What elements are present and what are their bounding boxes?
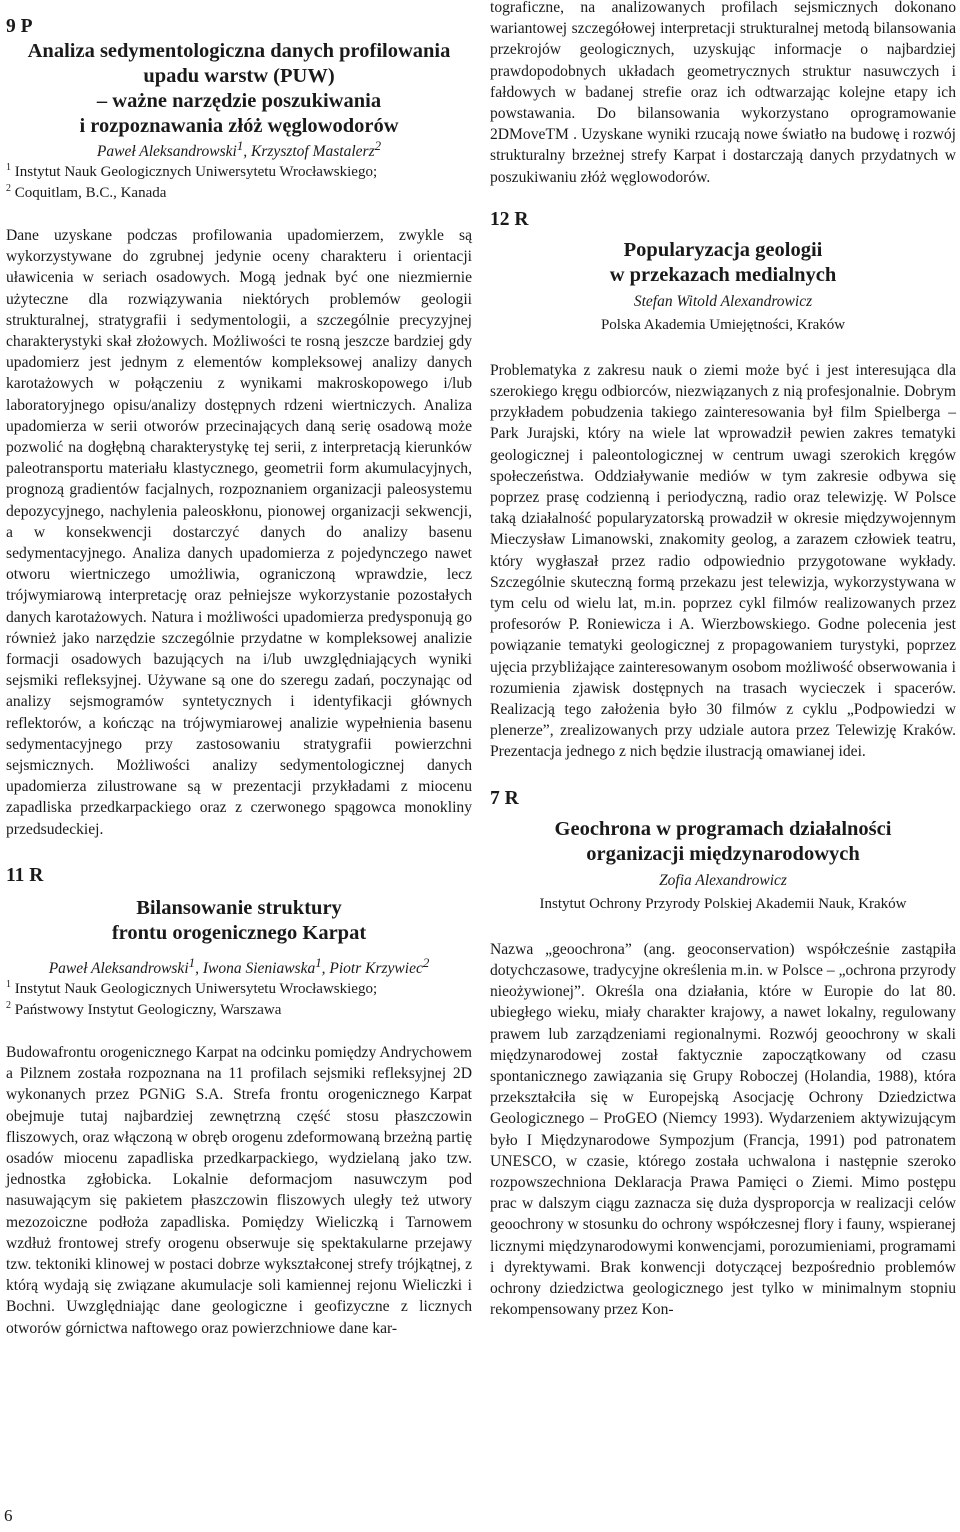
abstract-title-line: upadu warstw (PUW) <box>143 65 335 87</box>
abstract-title-line: organizacji międzynarodowych <box>586 842 860 865</box>
abstract-title-line: Popularyzacja geologii <box>623 238 823 261</box>
affiliation: $^1$ Instytut Nauk Geologicznych Uniwersytetu Wrocławskiego; <box>6 162 378 180</box>
author-name: Paweł Aleksandrowski <box>48 959 189 977</box>
abstract-11r <box>6 864 472 1339</box>
abstract-code: 7 R <box>490 787 519 809</box>
affiliation: $^2$ Coquitlam, B.C., Kanada <box>6 183 167 201</box>
abstract-title-line: frontu orogenicznego Karpat <box>111 921 367 944</box>
abstract-authors: Stefan Witold Alexandrowicz <box>633 292 813 310</box>
abstract-body: Budowafrontu orogenicznego Karpat na odcinku pomiędzy Andrychowem a Pilznem została rozpoznana na 11 profilach sejsmiki refleksyjnej 2D wykonanych przez PGNiG S.A. Strefa frontu orogenicznego Karpat obejmuje tutaj najbardziej zewnętrzną część stosu płaszczowin fliszowych, oraz włączoną w obręb orogenu zdeformowaną brzeżną partię osadów miocenu zapadliska przedkarpackiego, wydzielaną jako tzw. jednostka zgłobicka. Lokalnie deformacjom nasuwczym pod nasuwającym się pakietem płaszczowin fliszowych uległy też utwory mezozoiczne podłoża zapadliska. Pomiędzy Wieliczką i Tarnowem wzdłuż frontowej strefy orogenu obserwuje się spektakularne przejawy tzw. tektoniki klinowej w postaci dobrze wykształconej strefy trójkątnej, z którą wydają się związane akumulacje soli kamiennej rejonu Wieliczki i Bochni. Uwzględniając dane geologiczne i geofizyczne z licznych otworów górnictwa naftowego oraz powierzchniowe dane kar- <box>6 1043 472 1337</box>
author-name: Paweł Aleksandrowski <box>96 143 237 160</box>
author-name: Iwona Sieniawska <box>202 959 316 977</box>
abstract-code: 11 R <box>6 864 44 886</box>
abstract-body: Dane uzyskane podczas profilowania upadomierzem, zwykle są wykorzystywane do zgrubnej jedynie oceny charakteru i orientacji uławicenia w seriach osadowych. Mogą jednak być one niezmiernie użyteczne dla rozwiązywania niektórych problemów geologii strukturalnej, stratygrafii i sedymentologii, a szczególnie precyzyjnej charakterystyki skał złożowych. Możliwości te rosną jeszcze bardziej gdy upadomierz jest jednym z elementów kompleksowej analizy danych karotażowych w połączeniu z wynikami makroskopowego i/lub laboratoryjnego opisu/analizy dostępnych rdzeni wiertniczych. Analiza upadomierza w serii otworów przecinających daną serię osadową może pozwolić na dogłębną charakterystykę tej serii, z interpretacją kierunków paleotransportu materiału klastycznego, geometrii form akumulacyjnych, prognozą gradientów facjalnych, rozpoznaniem organizacji paleosystemu depozycyjnego, nachylenia paleoskłonu, pionowej organizacji sekwencji, a w konsekwencji dostarczyć danych do analizy basenu sedymentacyjnego. Analiza danych upadomierza z pojedynczego nawet otworu wiertniczego umożliwia, ograniczoną wprawdzie, lecz trójwymiarową interpretację oraz pełniejsze wykorzystanie pozostałych danych karotażowych. Natura i możliwości upadomierza predysponują go również jako narzędzie szczególnie przydatne w kompleksowej analizie formacji osadowych bazujących na i/lub uwzględniających wyniki sejsmiki refleksyjnej. Używane są one do szeregu zadań, poczynając od analizy sejsmogramów syntetycznych i identyfikacji głównych reflektorów, a kończąc na trójwymiarowej analizie wypełnienia basenu sedymentacyjnego przy zastosowaniu stratygrafii powierzchni sejsmicznych. Możliwości analizy sedymentologicznej danych upadomierza zilustrowane są w prezentacji przykładami z miocenu zapadliska przedkarpackiego oraz z czerwonego spągowca monokliny przedsudeckiej. <box>6 227 472 838</box>
abstract-9p <box>6 15 472 840</box>
abstract-code: 9 P <box>6 16 33 37</box>
abstract-7r <box>490 787 956 1321</box>
abstract-authors: Zofia Alexandrowicz <box>659 871 787 889</box>
affiliation: Polska Akademia Umiejętności, Kraków <box>600 316 846 333</box>
abstract-authors: Paweł Aleksandrowski$^1$, Krzysztof Mastalerz$^2$ <box>96 137 382 160</box>
abstract-body: Problematyka z zakresu nauk o ziemi może być i jest interesująca dla szerokiego kręgu odbiorców, niezwiązanych z nią profesjonalnie. Dobrym przykładem pobudzenia takiego zainteresowania był film Spielberga – Park Jurajski, który na wiele lat wprowadził pewien zakres tematyki geologicznej i paleontologicznej w centrum uwagi szerokich kręgów społeczeństwa. Oddziaływanie mediów w tym zakresie odbywa się poprzez prasę codzienną i periodyczną, radio oraz telewizję. W Polsce taką działalność popularyzatorską prowadził w okresie międzywojennym Mieczysław Limanowski, znakomity geolog, a zarazem człowiek teatru, który wygłaszał przez radio odpowiednio przygotowane wykłady. Szczególnie skuteczną formą przekazu jest telewizja, wykorzystywana w tym celu od wielu lat, m.in. poprzez cykl filmów realizowanych przez profesorów P. Roniewicza i A. Wierzbowskiego. Godne polecenia jest powiązanie tematyki geologicznej z propagowaniem turystyki, poprzez ujęcia przybliżające zainteresowanym osobom możliwość obserwowania i rozumienia zjawisk dostępnych na trasach wycieczek i spacerów. Realizacją tego założenia było 30 filmów z cyklu „Podpowiedzi w plenerze”, zrealizowanych przy udziale autora przez Telewizję Kraków. Prezentacja jednego z nich będzie ilustracją omawianej idei. <box>490 361 956 761</box>
left-column <box>6 0 472 1339</box>
abstract-12r <box>490 208 956 763</box>
abstract-title-line: Analiza sedymentologiczna danych profilowania <box>27 40 451 62</box>
abstract-title-line: Geochrona w programach działalności <box>554 817 892 840</box>
abstract-body: Nazwa „geoochrona” (ang. geoconservation) współcześnie zastąpiła dotychczasowe, tradycyjne określenia m.in. w Polsce – „ochrona przyrody nieożywionej”. Określa ona działania, które w Europie do lat 80. ubiegłego wieku, miały charakter krajowy, a nawet lokalny, regulowany prawem lub zarządzeniami regionalnymi. Rozwój geoochrony w skali międzynarodowej został faktycznie zapoczątkowany od czasu spontanicznego zawiązania się Grupy Roboczej (Holandia, 1988), która przekształciła się w Europejską Asocjację Ochrony Dziedzictwa Geologicznego – ProGEO (Niemcy 1993). Wydarzeniem aktywizującym było I Międzynarodowe Sympozjum (Francja, 1991) pod patronatem UNESCO, w czasie, którego została uchwalona i następnie szeroko rozpowszechniona Deklaracja Prawa Pamięci o Ziemi. Mimo postępu prac w dalszym ciągu zaznacza się duża dysproporcja w realizacji celów geoochrony w stosunku do ochrony współczesnej flory i fauny, wspieranej licznymi międzynarodowymi konwencjami, porozumieniami, programami i dyrektywami. Brak konwencji dotyczącej bezpośrednio problemów ochrony dziedzictwa geologicznego jest tylko w minimalnym stopniu rekompensowany przez Kon- <box>490 940 956 1319</box>
abstract-title-line: Bilansowanie struktury <box>136 896 342 919</box>
affiliation: $^2$ Państwowy Instytut Geologiczny, Warszawa <box>6 999 282 1018</box>
abstract-title-line: i rozpoznawania złóż węglowodorów <box>79 115 399 137</box>
right-column <box>490 0 956 1320</box>
affiliation: $^1$ Instytut Nauk Geologicznych Uniwersytetu Wrocławskiego; <box>6 978 378 997</box>
abstract-title-line: w przekazach medialnych <box>609 263 837 286</box>
abstract-authors: Paweł Aleksandrowski$^1$, Iwona Sieniawska$^1$, Piotr Krzywiec$^2$ <box>48 954 430 977</box>
abstract-title-line: – ważne narzędzie poszukiwania <box>96 90 382 112</box>
author-name: Krzysztof Mastalerz <box>251 143 375 160</box>
abstract-body-continuation: tograficzne, na analizowanych profilach sejsmicznych dokonano wariantowej szczegółowej interpretacji strukturalnej metodą bilansowania przekrojów geologicznych, uzyskując informacje o najbardziej prawdopodobnych układach geometrycznych struktur nasuwczych i fałdowych w badanej strefie oraz ich odtwarzając kolejne etapy ich powstawania. Do bilansowania wykorzystano oprogramowanie 2DMoveTM . Uzyskane wyniki rzucają nowe światło na budowę i rozwój strukturalny brzeżnej strefy Karpat i dostarczają danych przydatnych w poszukiwaniu złóż węglowodorów. <box>490 0 956 186</box>
author-name: Piotr Krzywiec <box>329 959 423 977</box>
page-number: 6 <box>4 1506 13 1525</box>
abstract-code: 12 R <box>490 208 529 230</box>
affiliation: Instytut Ochrony Przyrody Polskiej Akademii Nauk, Kraków <box>539 895 907 912</box>
